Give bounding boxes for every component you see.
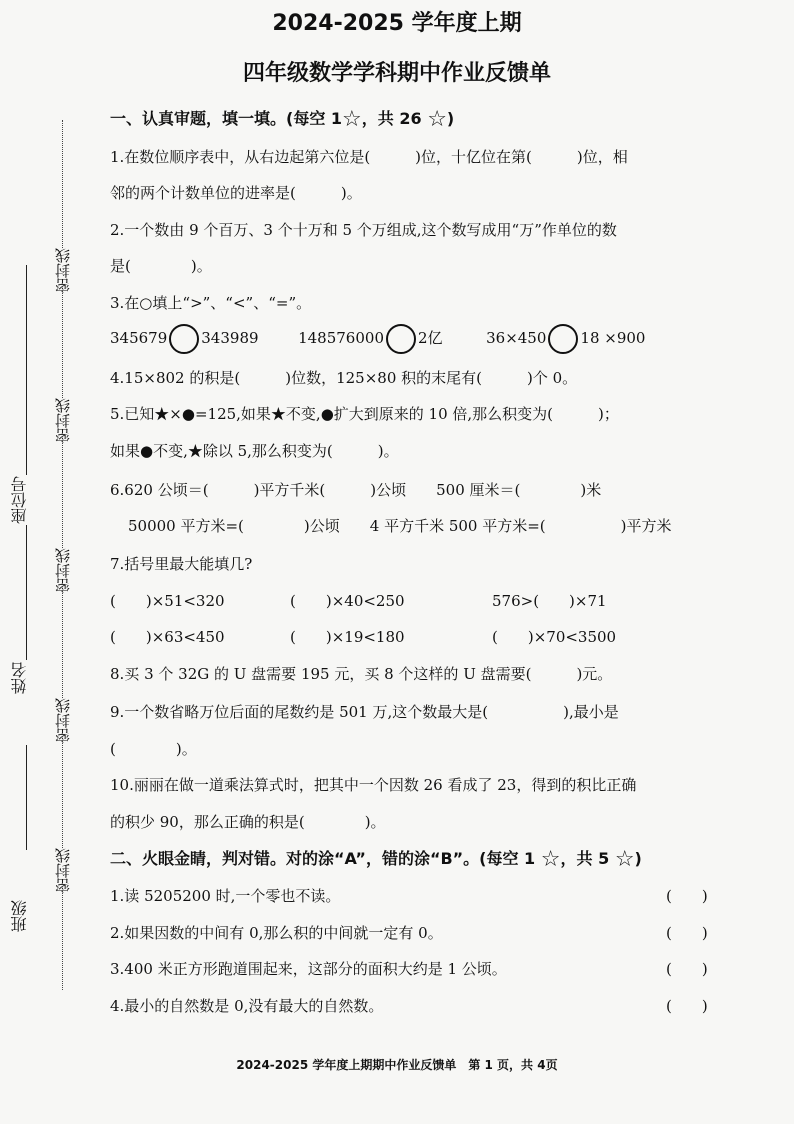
question-5-line-1: 5.已知★×●=125,如果★不变,●扩大到原来的 10 倍,那么积变为( )； xyxy=(110,405,619,423)
compare-circle[interactable] xyxy=(169,324,199,354)
question-7-item: ( )×40<250 xyxy=(290,592,405,610)
seal-label: 密封线 xyxy=(54,548,72,593)
section1-heading xyxy=(110,106,454,131)
judge-question-4: 4.最小的自然数是 0,没有最大的自然数。 xyxy=(110,997,384,1015)
question-7-item: ( )×63<450 xyxy=(110,628,225,646)
question-7-item: ( )×51<320 xyxy=(110,592,225,610)
compare-circle[interactable] xyxy=(548,324,578,354)
name-label: 姓名 xyxy=(10,662,29,694)
section2-heading-text: 二、火眼金睛，判对错。对的涂“A”，错的涂“B”。(每空 1 xyxy=(110,849,536,868)
compare-3-left: 36×450 xyxy=(486,329,547,347)
judge-question-2: 2.如果因数的中间有 0,那么积的中间就一定有 0。 xyxy=(110,924,443,942)
question-7-item: ( )×19<180 xyxy=(290,628,405,646)
page-subtitle: 四年级数学学科期中作业反馈单 xyxy=(242,61,551,86)
section1-heading-text: 一、认真审题，填一填。(每空 1 xyxy=(110,109,343,128)
answer-bracket[interactable]: ( ) xyxy=(666,887,708,905)
question-9-line-1: 9.一个数省略万位后面的尾数约是 501 万,这个数最大是( ),最小是 xyxy=(110,703,619,721)
question-6-line-1: 6.620 公顷＝( )平方千米( )公顷 500 厘米＝( )米 xyxy=(110,481,602,499)
compare-2-left: 148576000 xyxy=(298,329,384,347)
question-8: 8.买 3 个 32G 的 U 盘需要 195 元，买 8 个这样的 U 盘需要( )元。 xyxy=(110,665,613,683)
question-10-line-1: 10.丽丽在做一道乘法算式时，把其中一个因数 26 看成了 23，得到的积比正确 xyxy=(110,776,637,794)
star-icon: ☆ xyxy=(427,107,447,132)
page-footer: 2024-2025 学年度上期期中作业反馈单 第 1 页，共 4页 xyxy=(236,1058,558,1072)
compare-2-right: 2亿 xyxy=(418,329,443,347)
question-7: 7.括号里最大能填几? xyxy=(110,555,253,573)
answer-bracket[interactable]: ( ) xyxy=(666,924,708,942)
seat-underline xyxy=(26,265,27,475)
section1-heading-close: ) xyxy=(446,109,455,128)
star-icon: ☆ xyxy=(614,847,635,872)
class-label: 班级 xyxy=(10,900,29,932)
seat-number-label: 座位号 xyxy=(10,476,29,524)
compare-circle[interactable] xyxy=(386,324,416,354)
question-7-item: ( )×70<3500 xyxy=(492,628,617,646)
star-icon: ☆ xyxy=(342,107,362,132)
answer-bracket[interactable]: ( ) xyxy=(666,997,708,1015)
compare-3-right: 18 ×900 xyxy=(580,329,646,347)
class-underline xyxy=(26,745,27,850)
answer-bracket[interactable]: ( ) xyxy=(666,960,708,978)
section2-heading-total: ，共 5 xyxy=(560,849,610,868)
judge-question-3: 3.400 米正方形跑道围起来，这部分的面积大约是 1 公顷。 xyxy=(110,960,507,978)
question-9-line-2: ( )。 xyxy=(110,740,197,758)
question-5-line-2: 如果●不变,★除以 5,那么积变为( )。 xyxy=(110,442,399,460)
question-3: 3.在○填上“>”、“<”、“=”。 xyxy=(110,294,312,312)
seal-label: 密封线 xyxy=(54,698,72,743)
seal-label: 密封线 xyxy=(54,398,72,443)
question-7-item: 576>( )×71 xyxy=(492,592,607,610)
question-4: 4.15×802 的积是( )位数，125×80 积的末尾有( )个 0。 xyxy=(110,369,578,387)
question-1-line-1: 1.在数位顺序表中，从右边起第六位是( )位，十亿位在第( )位，相 xyxy=(110,148,628,166)
seal-label: 密封线 xyxy=(54,848,72,893)
question-6-line-2: 50000 平方米=( )公顷 4 平方千米 500 平方米=( )平方米 xyxy=(128,517,672,535)
seal-label: 密封线 xyxy=(54,248,72,293)
question-10-line-2: 的积少 90，那么正确的积是( )。 xyxy=(110,813,386,831)
question-3-compare-row xyxy=(110,324,645,354)
name-underline xyxy=(26,525,27,660)
compare-1-right: 343989 xyxy=(201,329,259,347)
question-2-line-1: 2.一个数由 9 个百万、3 个十万和 5 个万组成,这个数写成用“万”作单位的数 xyxy=(110,221,617,239)
star-icon: ☆ xyxy=(540,847,561,872)
compare-1-left: 345679 xyxy=(110,329,168,347)
page-title: 2024-2025 学年度上期 xyxy=(272,11,522,36)
section1-heading-total: ，共 26 xyxy=(361,109,422,128)
section2-heading-close: ) xyxy=(634,849,642,868)
section2-heading xyxy=(110,846,642,871)
question-1-line-2: 邻的两个计数单位的进率是( )。 xyxy=(110,184,362,202)
judge-question-1: 1.读 5205200 时,一个零也不读。 xyxy=(110,887,341,905)
question-2-line-2: 是( )。 xyxy=(110,257,212,275)
